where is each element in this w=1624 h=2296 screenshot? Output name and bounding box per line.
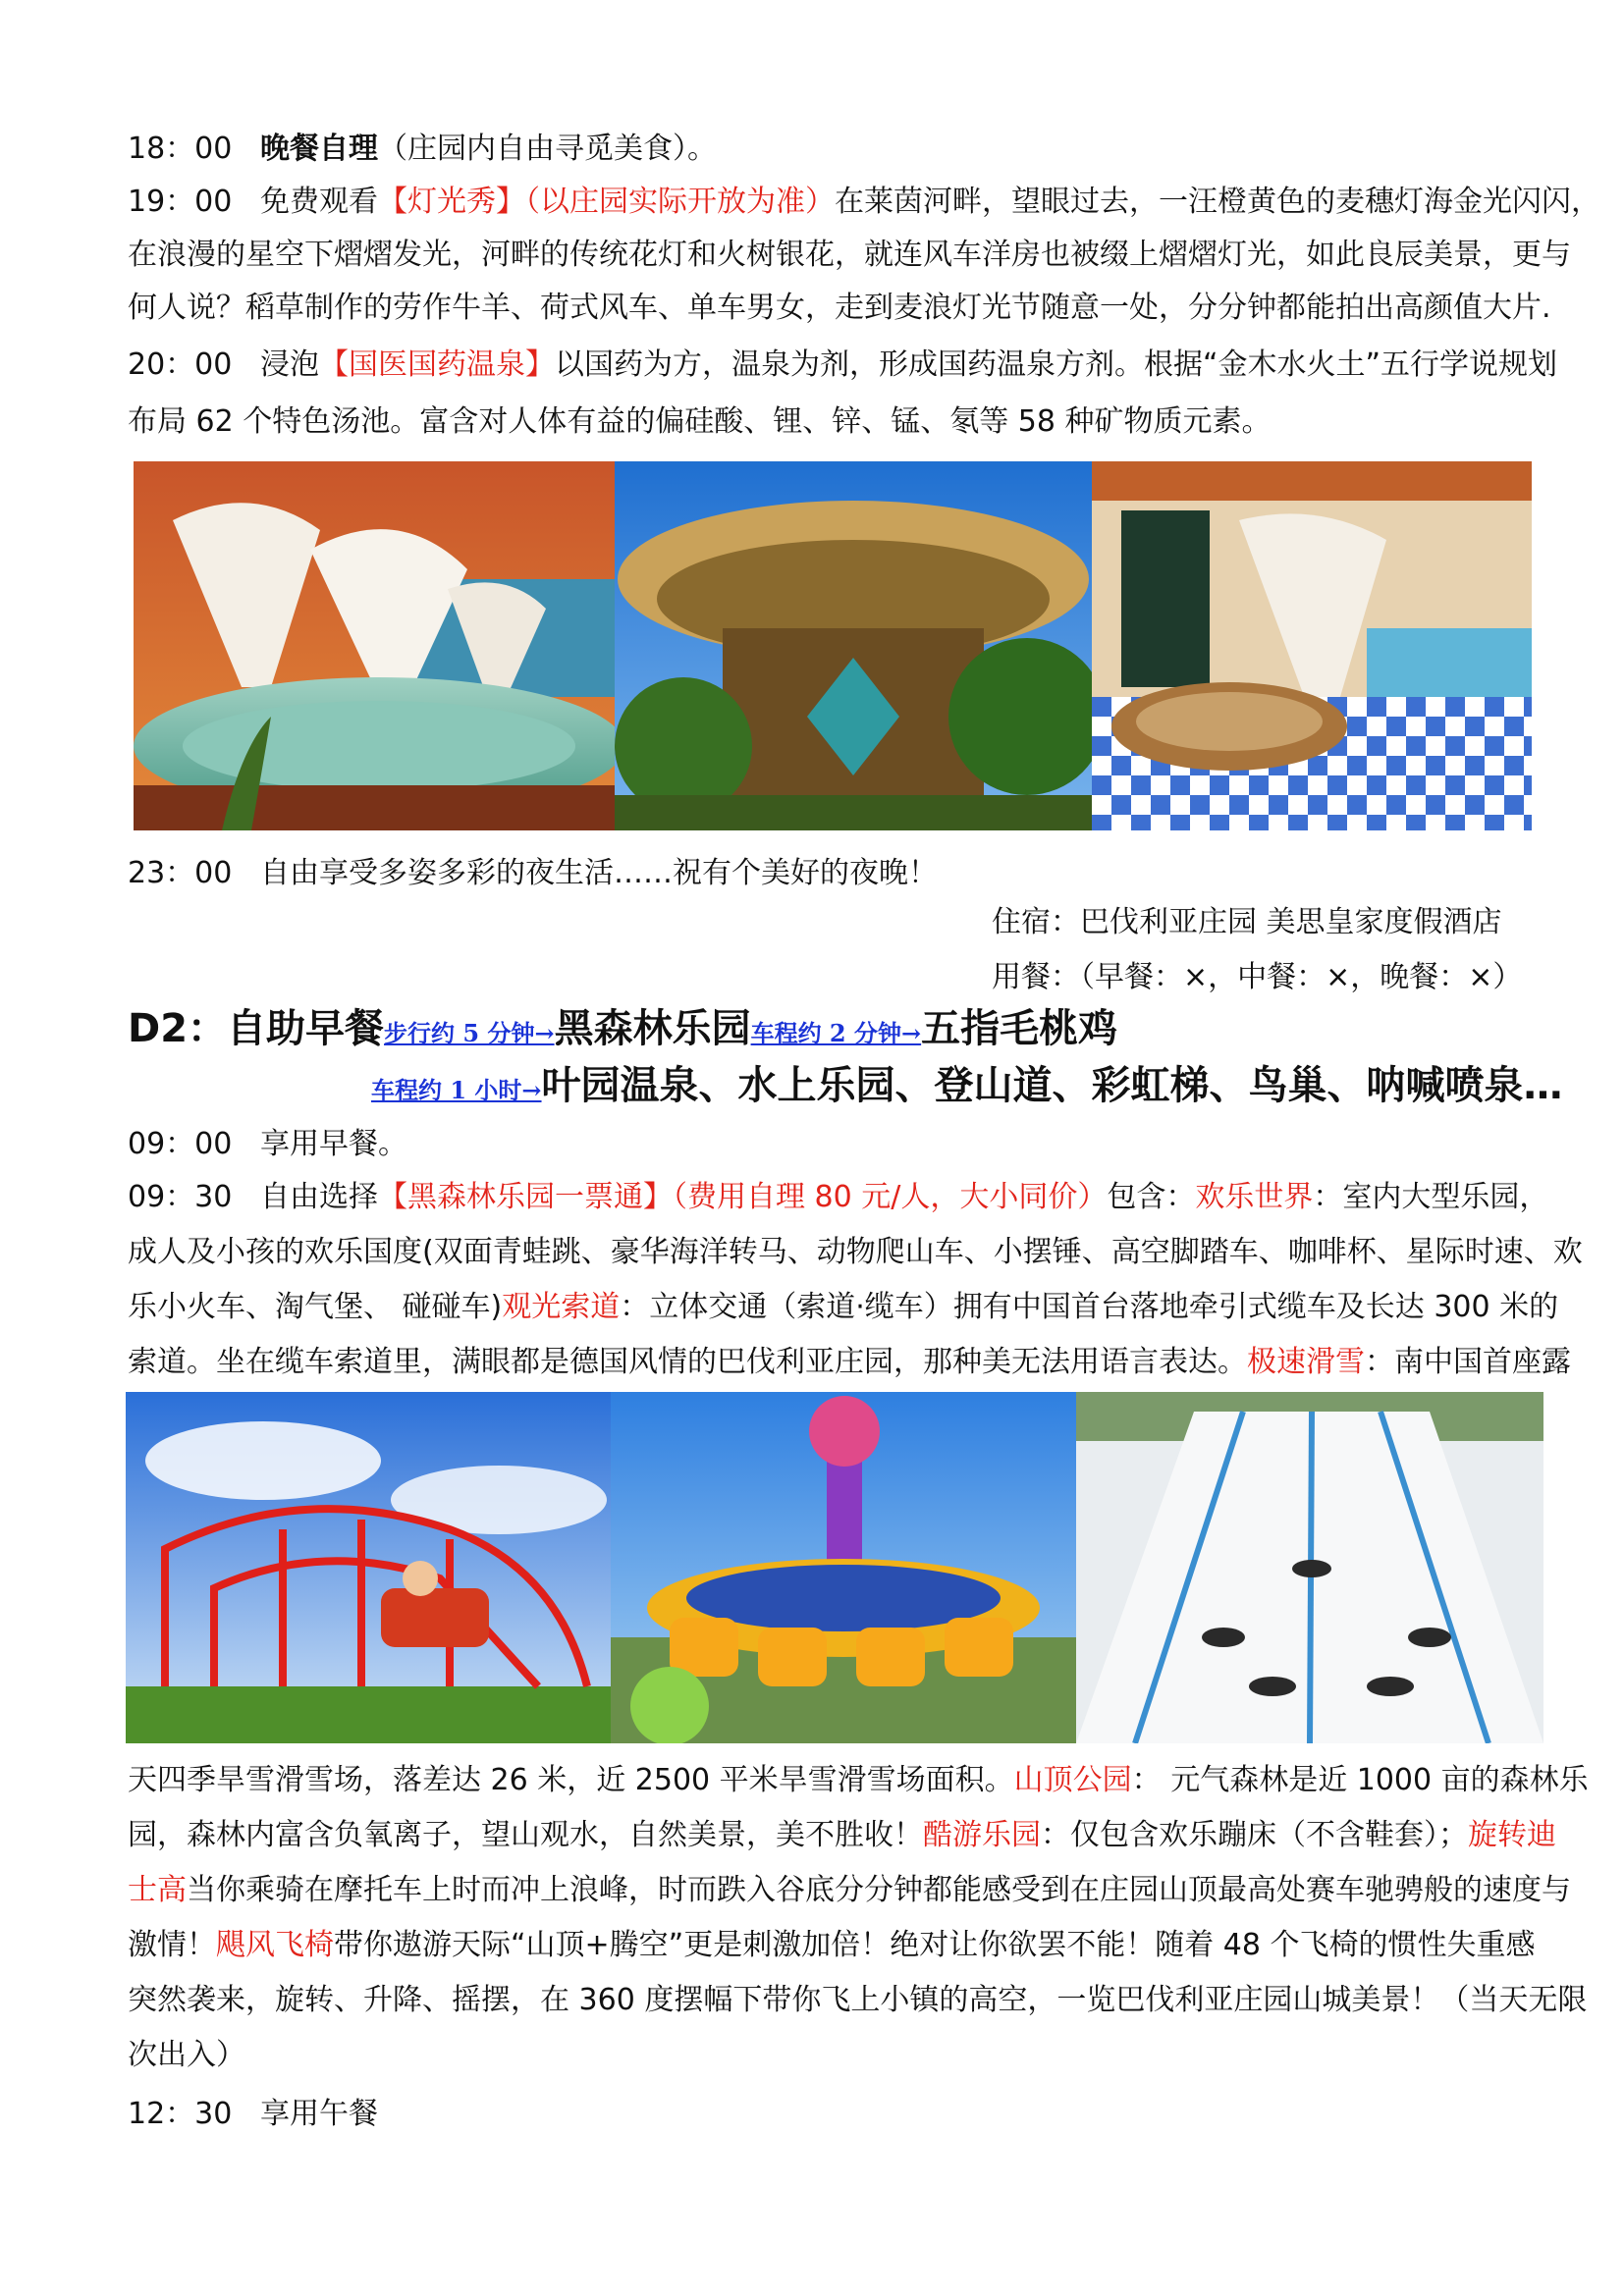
ye-garden-attractions: 叶园温泉、水上乐园、登山道、彩虹梯、鸟巢、呐喊喷泉… — [541, 1063, 1563, 1108]
coaster-photo — [126, 1392, 611, 1743]
cableway-text: ：立体交通（索道·缆车）拥有中国首台落地牵引式缆车及长达 300 米的 — [620, 1290, 1559, 1324]
park-text-6 — [128, 1816, 1556, 1855]
wuzhi-chicken: 五指毛桃鸡 — [921, 1006, 1118, 1051]
time-0900: 09：00 — [128, 1127, 233, 1161]
rides-list: 乐小火车、淘气堡、 碰碰车) — [128, 1290, 503, 1324]
item-2300 — [128, 854, 1551, 893]
black-forest-park: 黑森林乐园 — [554, 1006, 751, 1051]
item-2000 — [128, 346, 1558, 385]
accommodation: 住宿：巴伐利亚庄园 美思皇家度假酒店 — [992, 905, 1502, 939]
time-2300: 23：00 — [128, 856, 233, 890]
includes-label: 包含： — [1107, 1180, 1196, 1214]
cableway-label: 观光索道 — [502, 1290, 621, 1324]
swing-text: 带你遨游天际“山顶+腾空”更是刺激加倍！绝对让你欲罢不能！随着 48 个飞椅的惯性失重感 — [334, 1928, 1536, 1962]
spin-ride-photo — [611, 1392, 1076, 1743]
light-show-text-2: 在浪漫的星空下熠熠发光，河畔的传统花灯和火树银花，就连风车洋房也被缀上熠熠灯光，如此良辰美景，更与 — [128, 238, 1571, 272]
day2-heading-2 — [371, 1060, 1563, 1116]
ski-text: ：南中国首座露 — [1365, 1345, 1571, 1379]
watch-label: 免费观看 — [259, 185, 378, 219]
cool-park-text: ：仅包含欢乐蹦床（不含鞋套）； — [1041, 1818, 1468, 1852]
park-text-9: 突然袭来，旋转、升降、摇摆，在 360 度摆幅下带你飞上小镇的高空，一览巴伐利亚庄园山城美景！（当天无限 — [128, 1983, 1588, 2017]
dinner-label: 晚餐自理 — [259, 132, 378, 166]
park-text-8 — [128, 1926, 1551, 1965]
hot-spring-photo-1 — [134, 461, 615, 830]
day2-breakfast: D2：自助早餐 — [128, 1006, 385, 1051]
choose-label: 自由选择 — [259, 1180, 378, 1214]
item-0900 — [128, 1125, 1551, 1164]
hot-spring-photo-2 — [615, 461, 1092, 830]
swing-label: 飓风飞椅 — [216, 1928, 334, 1962]
cool-park-label: 酷游乐园 — [923, 1818, 1041, 1852]
dinner-note: （庄园内自由寻觅美食）。 — [377, 132, 717, 166]
park-text-3 — [128, 1288, 1559, 1327]
time-1800: 18：00 — [128, 132, 233, 166]
park-text-7 — [128, 1871, 1571, 1910]
ticket-title: 【黑森林乐园一票通】（费用自理 80 元/人，大小同价） — [377, 1180, 1108, 1214]
night-life-text: 自由享受多姿多彩的夜生活……祝有个美好的夜晚！ — [259, 856, 938, 890]
light-show-text-3: 何人说？稻草制作的劳作牛羊、荷式风车、单车男女，走到麦浪灯光节随意一处，分分钟都能拍出高颜值大片. — [128, 291, 1551, 325]
mountain-park-text-2: 园，森林内富含负氧离子，望山观水，自然美景，美不胜收！ — [128, 1818, 923, 1852]
walk-5-min: 步行约 5 分钟→ — [384, 1019, 555, 1047]
mountain-park-text: ： 元气森林是近 1000 亩的森林乐 — [1131, 1763, 1589, 1797]
time-1900: 19：00 — [128, 185, 233, 219]
item-1900 — [128, 183, 1600, 222]
hot-spring-text-2: 布局 62 个特色汤池。富含对人体有益的偏硅酸、锂、锌、锰、氡等 58 种矿物质元素。 — [128, 404, 1272, 439]
park-text-2: 成人及小孩的欢乐国度(双面青蛙跳、豪华海洋转马、动物爬山车、小摆锤、高空脚踏车、咖啡杯、星际时速、欢 — [128, 1235, 1583, 1269]
ski-label: 极速滑雪 — [1247, 1345, 1365, 1379]
ski-text-2: 天四季旱雪滑雪场，落差达 26 米，近 2500 平米旱雪滑雪场面积。 — [128, 1763, 1014, 1797]
time-2000: 20：00 — [128, 347, 233, 382]
light-show-text: 在莱茵河畔，望眼过去，一汪橙黄色的麦穗灯海金光闪闪， — [834, 185, 1600, 219]
drive-2-min: 车程约 2 分钟→ — [750, 1019, 922, 1047]
time-1230: 12：30 — [128, 2097, 233, 2131]
breakfast-text: 享用早餐。 — [259, 1127, 407, 1161]
cableway-text-2: 索道。坐在缆车索道里，满眼都是德国风情的巴伐利亚庄园，那种美无法用语言表达。 — [128, 1345, 1247, 1379]
dry-ski-photo — [1076, 1392, 1543, 1743]
light-show-title: 【灯光秀】（以庄园实际开放为准） — [377, 185, 835, 219]
disco-text-2: 激情！ — [128, 1928, 216, 1962]
item-1230 — [128, 2095, 1551, 2134]
item-1800 — [128, 130, 1551, 169]
disco-text: 当你乘骑在摩托车上时而冲上浪峰，时而跌入谷底分分钟都能感受到在庄园山顶最高处赛车驰骋般的速度与 — [187, 1873, 1571, 1907]
meals: 用餐：（早餐：×，中餐：×，晚餐：×） — [992, 960, 1523, 994]
soak-label: 浸泡 — [259, 347, 319, 382]
mountain-park-label: 山顶公园 — [1013, 1763, 1132, 1797]
disco-label-2: 士高 — [128, 1873, 187, 1907]
disco-label: 旋转迪 — [1468, 1818, 1556, 1852]
time-0930: 09：30 — [128, 1180, 233, 1214]
hot-spring-text: 以国药为方，温泉为剂，形成国药温泉方剂。根据“金木水火土”五行学说规划 — [554, 347, 1558, 382]
park-text-4 — [128, 1343, 1571, 1382]
park-text-5 — [128, 1761, 1589, 1800]
day2-heading — [128, 1003, 1117, 1059]
hot-spring-title: 【国医国药温泉】 — [318, 347, 555, 382]
happy-world-text: ：室内大型乐园， — [1313, 1180, 1549, 1214]
hot-spring-photo-3 — [1092, 461, 1532, 830]
lunch-text: 享用午餐 — [259, 2097, 378, 2131]
drive-1-hour: 车程约 1 小时→ — [371, 1076, 542, 1104]
park-text-10: 次出入） — [128, 2038, 245, 2072]
item-0930 — [128, 1178, 1551, 1217]
happy-world-label: 欢乐世界 — [1195, 1180, 1314, 1214]
